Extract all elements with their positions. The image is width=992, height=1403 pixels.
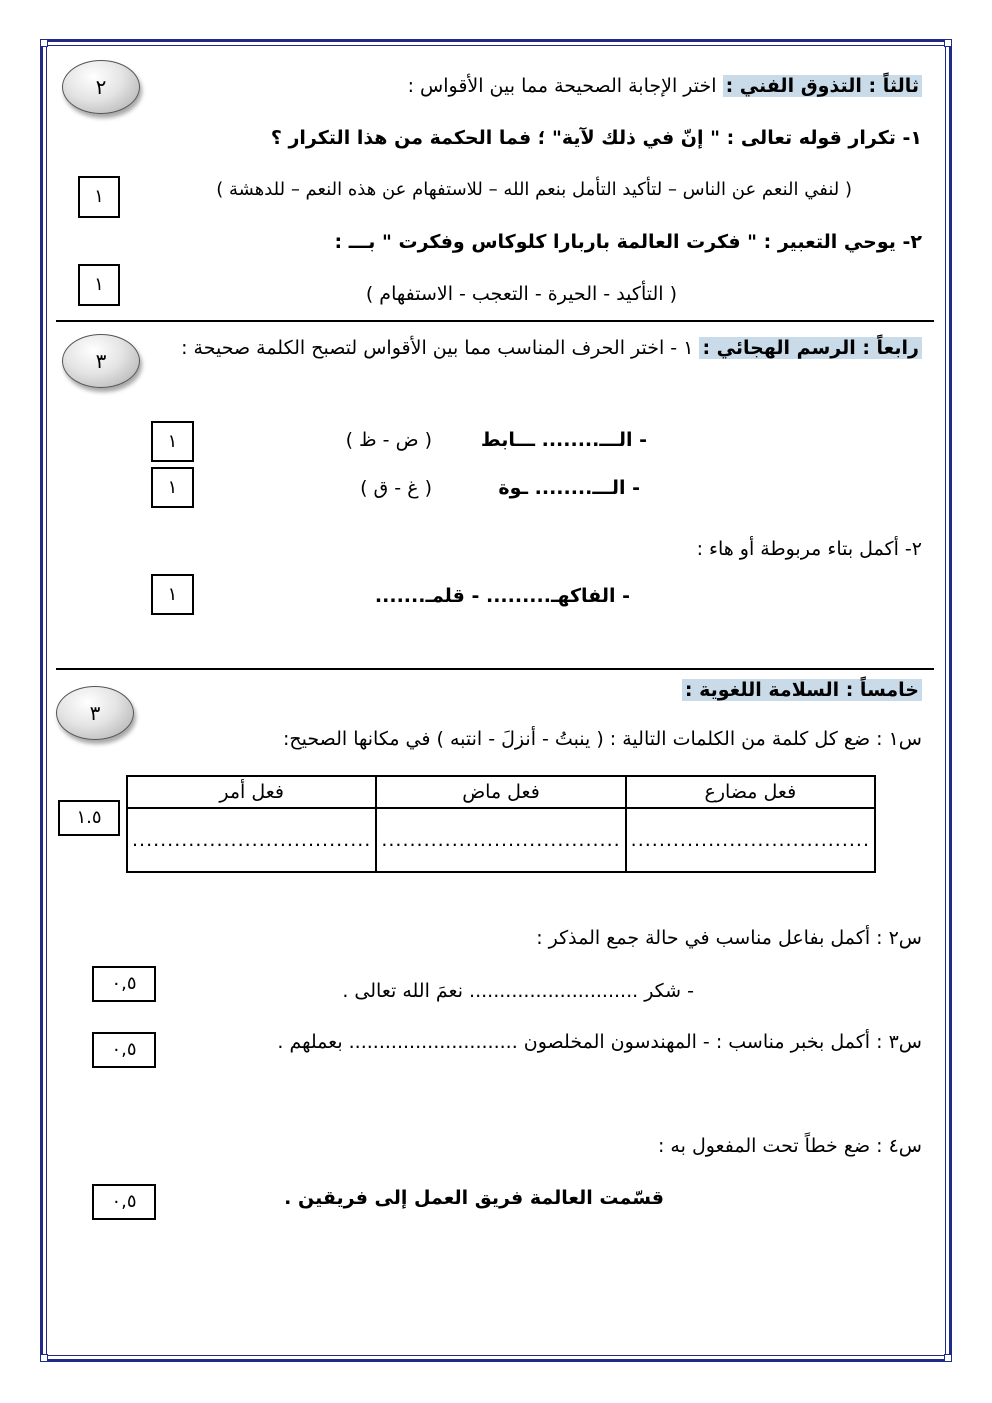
question-1-options: ( لنفي النعم عن الناس – لتأكيد التأمل بنعم الله – للاستفهام عن هذه النعم – للدهشة ) bbox=[216, 179, 852, 200]
table-row bbox=[127, 808, 875, 872]
answer-cell-present[interactable]: .................................. bbox=[626, 808, 875, 872]
grammar-question-1: س١ : ضع كل كلمة من الكلمات التالية : ( ينبتُ - أنزلَ - انتبه ) في مكانها الصحيح: bbox=[282, 728, 922, 750]
table-header-row bbox=[127, 776, 875, 808]
border-corner bbox=[40, 39, 48, 47]
section-mark-oval: ٢ bbox=[62, 60, 140, 114]
grammar-question-3: س٣ : أكمل بخبر مناسب : - المهندسون المخلصون ............................ بعملهم . bbox=[277, 1031, 922, 1053]
section-mark-oval: ٣ bbox=[62, 334, 140, 388]
section5-title bbox=[682, 678, 922, 702]
section-mark-oval: ٣ bbox=[56, 686, 134, 740]
column-imperative: فعل أمر bbox=[127, 776, 376, 808]
score-box: ٠,٥ bbox=[92, 966, 156, 1002]
verb-table bbox=[126, 775, 876, 873]
section4-title bbox=[181, 336, 922, 360]
question-1: ١- تكرار قوله تعالى : " إنّ في ذلك لآية" ؛ فما الحكمة من هذا التكرار ؟ bbox=[270, 127, 922, 149]
section3-title bbox=[408, 74, 922, 98]
divider bbox=[56, 320, 934, 322]
answer-cell-past[interactable]: .................................. bbox=[376, 808, 625, 872]
score-box: ١ bbox=[151, 574, 194, 615]
score-box: ١ bbox=[78, 264, 120, 306]
spelling-item-2-options: ( غ - ق ) bbox=[360, 477, 432, 499]
grammar-question-4: س٤ : ضع خطاً تحت المفعول به : bbox=[657, 1135, 922, 1157]
spelling-question-2: ٢- أكمل بتاء مربوطة أو هاء : bbox=[696, 538, 922, 560]
section4-heading: رابعاً : الرسم الهجائي : bbox=[699, 337, 922, 359]
section3-heading: ثالثاً : التذوق الفني : bbox=[723, 75, 922, 97]
spelling-item-1: - الـــ........ ـــابط bbox=[480, 429, 647, 451]
section3-instruction: اختر الإجابة الصحيحة مما بين الأقواس : bbox=[407, 75, 717, 97]
score-box: ١ bbox=[78, 176, 120, 218]
section4-instruction: ١ - اختر الحرف المناسب مما بين الأقواس لتصبح الكلمة صحيحة : bbox=[181, 337, 694, 359]
border-corner bbox=[944, 39, 952, 47]
spelling-item-2: - الـــ........ ـوة bbox=[498, 477, 640, 499]
grammar-question-2: س٢ : أكمل بفاعل مناسب في حالة جمع المذكر : bbox=[536, 927, 922, 949]
score-box: ١ bbox=[151, 467, 194, 508]
answer-cell-imperative[interactable]: .................................. bbox=[127, 808, 376, 872]
border-corner bbox=[40, 1354, 48, 1362]
question-2-options: ( التأكيد - الحيرة - التعجب - الاستفهام ) bbox=[365, 283, 677, 305]
column-past: فعل ماض bbox=[376, 776, 625, 808]
question-2: ٢- يوحي التعبير : " فكرت العالمة باربارا كلوكاس وفكرت " بـــ : bbox=[334, 231, 922, 253]
score-box: ١ bbox=[151, 421, 194, 462]
grammar-question-2-sentence: - شكر ............................ نعمَ الله تعالى . bbox=[342, 980, 694, 1002]
spelling-question-2-words: - الفاكهـ......... - قلمـ....... bbox=[374, 585, 630, 607]
border-corner bbox=[944, 1354, 952, 1362]
divider bbox=[56, 668, 934, 670]
score-box: ٠,٥ bbox=[92, 1032, 156, 1068]
spelling-item-1-options: ( ض - ظ ) bbox=[345, 429, 432, 451]
score-box: ١.٥ bbox=[58, 800, 120, 836]
score-box: ٠,٥ bbox=[92, 1184, 156, 1220]
grammar-question-4-sentence: قسّمت العالمة فريق العمل إلى فريقين . bbox=[284, 1187, 664, 1209]
column-present: فعل مضارع bbox=[626, 776, 875, 808]
section5-heading: خامساً : السلامة اللغوية : bbox=[682, 679, 922, 701]
